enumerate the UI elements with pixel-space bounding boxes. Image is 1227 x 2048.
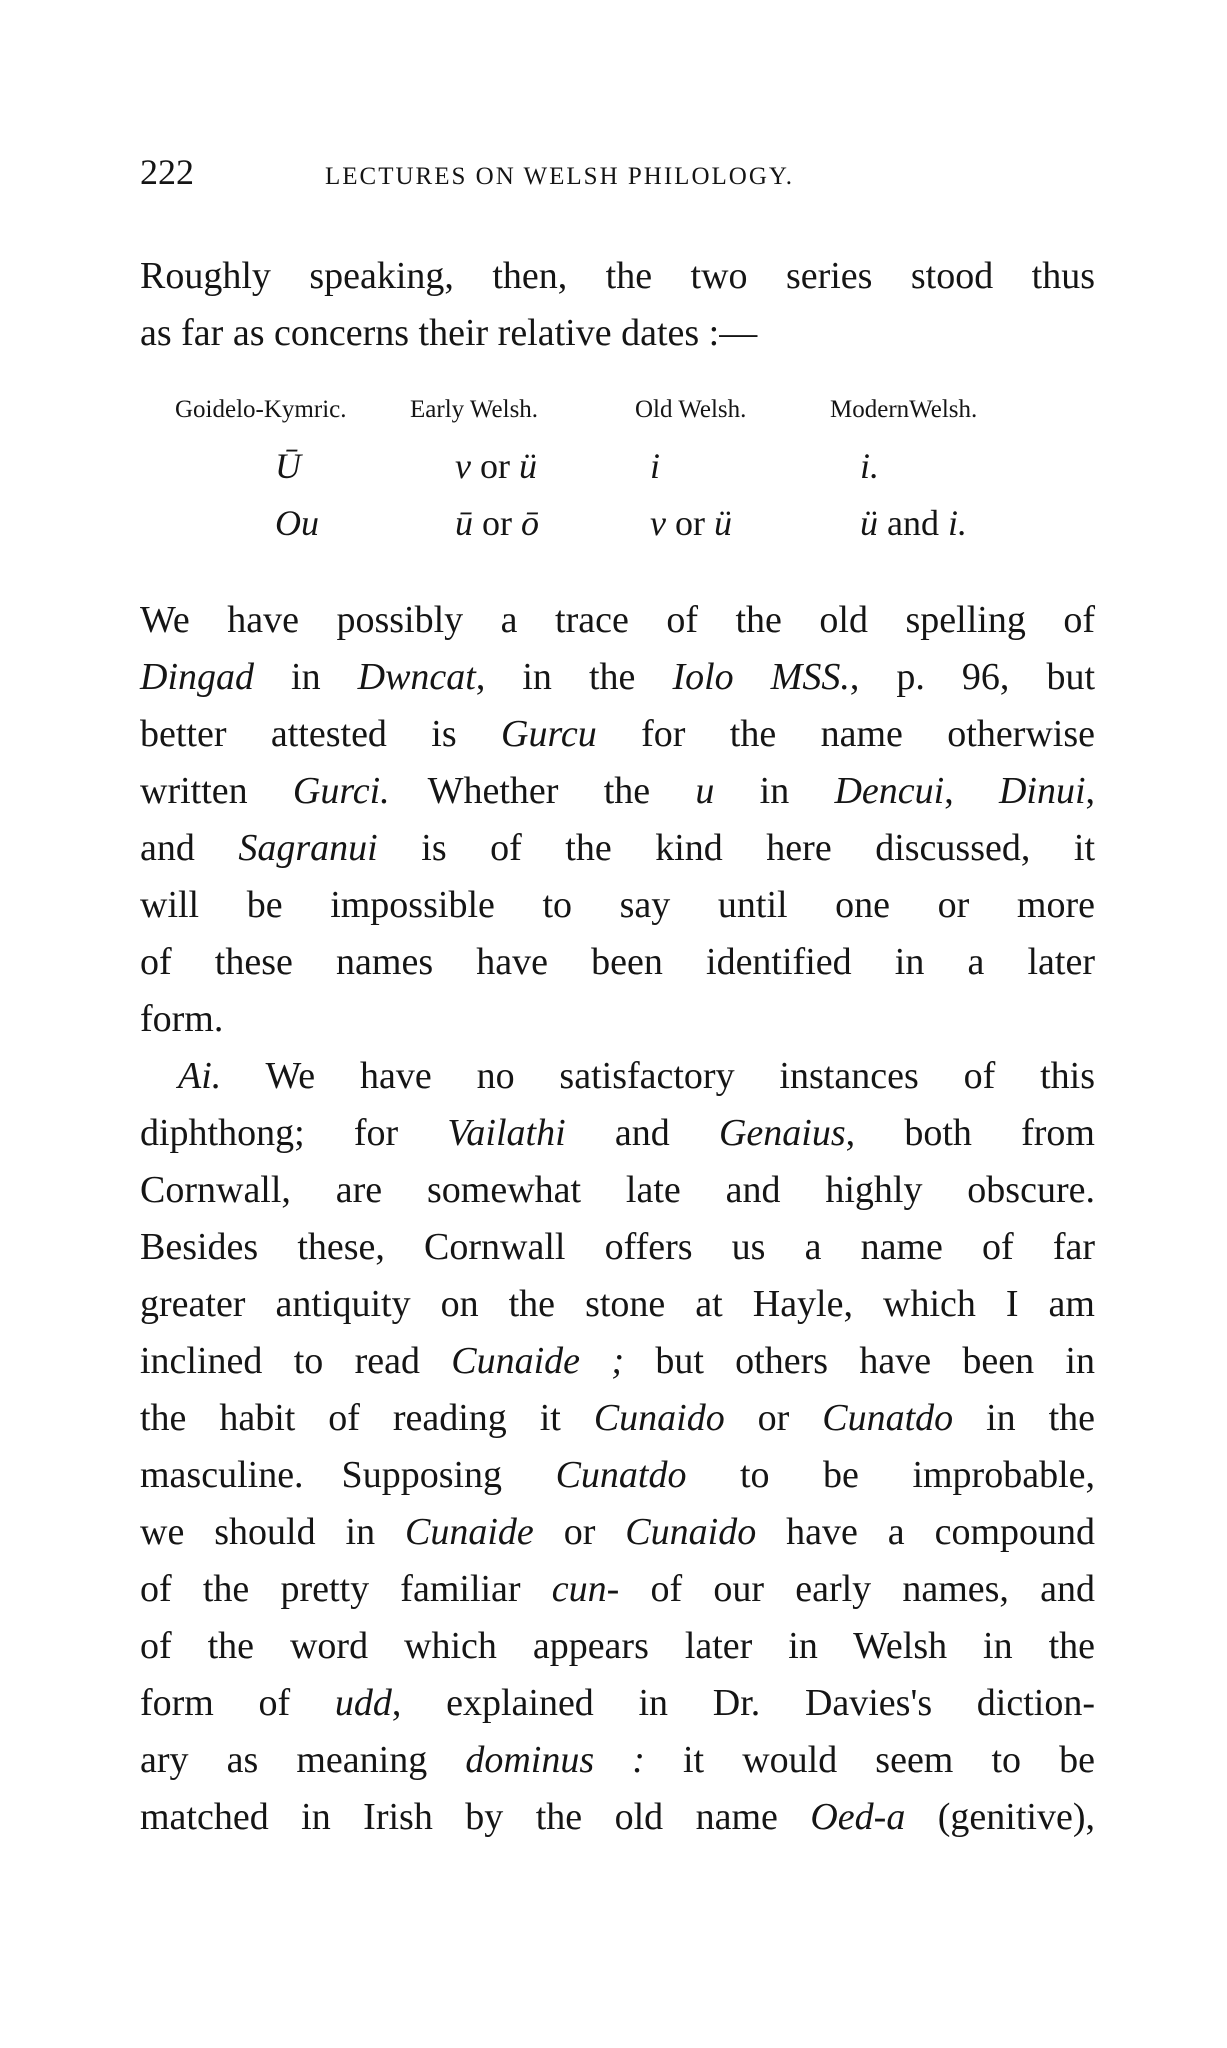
italic-text: Sagranui (238, 827, 378, 869)
italic-text: Cunaido (625, 1511, 757, 1553)
text-run: Whether the (389, 770, 696, 812)
text-run: , both from (845, 1112, 1095, 1154)
italic-text: i. (860, 446, 880, 486)
italic-text: Ou (275, 503, 319, 543)
text-run: , p. 96, but (849, 656, 1096, 698)
italic-text: dominus : (465, 1739, 645, 1781)
text-line (140, 1504, 1095, 1561)
text-run: or (724, 1397, 823, 1439)
text-line (140, 706, 1095, 763)
text-line (140, 1789, 1095, 1846)
text-line (140, 248, 1095, 305)
table-cell (140, 438, 410, 495)
text-run: inclined to read (140, 1340, 452, 1382)
text-line (140, 1162, 1095, 1219)
text-run: written (140, 770, 293, 812)
text-run: it would seem to be (644, 1739, 1095, 1781)
text-run (140, 1055, 178, 1097)
table-row (140, 438, 1095, 495)
italic-text: cun- (551, 1568, 620, 1610)
text-run: is of the kind here discussed, it (377, 827, 1095, 869)
text-run: in the (953, 1397, 1096, 1439)
table-header: Goidelo-Kymric. (175, 396, 347, 423)
italic-text: Gurcu (501, 713, 597, 755)
table-cell (830, 495, 1095, 552)
text-run: matched in Irish by the old name (140, 1796, 811, 1838)
italic-text: Cunaide ; (451, 1340, 625, 1382)
italic-text: i (650, 446, 661, 486)
text-run: the habit of reading it (140, 1397, 594, 1439)
table-cell (410, 495, 635, 552)
italic-text: Oed-a (810, 1796, 906, 1838)
text-line (140, 592, 1095, 649)
table-cell (635, 438, 830, 495)
text-run: or (533, 1511, 626, 1553)
intro-paragraph (140, 248, 1095, 362)
text-line (140, 305, 1095, 362)
italic-text: Dencui (834, 770, 945, 812)
text-run: and (565, 1112, 719, 1154)
text-line (140, 1561, 1095, 1618)
text-run: Roughly speaking, then, the two series stood thus (140, 255, 1095, 297)
italic-text: i. (947, 503, 967, 543)
text-run: diphthong; for (140, 1112, 448, 1154)
text-line (140, 877, 1095, 934)
page-number: 222 (140, 152, 194, 192)
italic-text: Genaius (718, 1112, 846, 1154)
text-run: greater antiquity on the stone at Hayle, which I am (140, 1283, 1095, 1325)
text-line (140, 1447, 1095, 1504)
text-run: and (140, 827, 239, 869)
text-run: , in the (475, 656, 673, 698)
text-line (140, 820, 1095, 877)
body-text (140, 592, 1095, 1846)
italic-text: Cunatdo (555, 1454, 687, 1496)
italic-text: ō (521, 503, 539, 543)
table-cell (410, 438, 635, 495)
text-run: for the name otherwise (596, 713, 1095, 755)
text-run: of our early names, and (619, 1568, 1095, 1610)
text-run: We have no satisfactory instances of this (221, 1055, 1095, 1097)
text-line (140, 649, 1095, 706)
text-run: but others have been in (624, 1340, 1095, 1382)
italic-text: v (455, 446, 471, 486)
text-run: Cornwall, are somewhat late and highly obscure. (140, 1169, 1095, 1211)
italic-text: udd (334, 1682, 392, 1724)
running-header (140, 150, 1095, 200)
table-row (140, 495, 1095, 552)
text-run: masculine. Supposing (140, 1454, 556, 1496)
italic-text: Dinui (998, 770, 1086, 812)
text-run: to be improbable, (686, 1454, 1095, 1496)
text-run: , (944, 770, 999, 812)
text-run: as far as concerns their relative dates :— (140, 312, 758, 354)
text-line (140, 1618, 1095, 1675)
text-line (140, 1219, 1095, 1276)
italic-text: v (650, 503, 666, 543)
text-run: ary as meaning (140, 1739, 466, 1781)
text-line (140, 1048, 1095, 1105)
text-line (140, 1105, 1095, 1162)
table-cell (635, 495, 830, 552)
text-run: or (470, 446, 519, 486)
italic-text: ū (455, 503, 473, 543)
italic-text: u (695, 770, 715, 812)
text-run: of the pretty familiar (140, 1568, 552, 1610)
text-line (140, 1675, 1095, 1732)
table-header: ModernWelsh. (830, 396, 978, 423)
book-page (140, 150, 1095, 1846)
table-cell (830, 438, 1095, 495)
text-run: better attested is (140, 713, 502, 755)
text-run: have a compound (756, 1511, 1096, 1553)
text-run: (genitive), (905, 1796, 1095, 1838)
text-line (140, 1333, 1095, 1390)
italic-text: ü (713, 503, 732, 543)
text-run: of these names have been identified in a later (140, 941, 1095, 983)
text-line (140, 1276, 1095, 1333)
italic-text: Vailathi (447, 1112, 566, 1154)
italic-text: Dwncat (357, 656, 476, 698)
text-run: We have possibly a trace of the old spelling of (140, 599, 1095, 641)
text-line (140, 991, 1095, 1048)
text-run: we should in (140, 1511, 405, 1553)
italic-text: Ai. (178, 1055, 222, 1097)
text-run: and (878, 503, 948, 543)
text-line (140, 1390, 1095, 1447)
italic-text: ü (518, 446, 537, 486)
table-header: Early Welsh. (410, 396, 539, 423)
text-run: or (665, 503, 714, 543)
text-line (140, 1732, 1095, 1789)
text-run: or (473, 503, 521, 543)
text-run: , explained in Dr. Davies's diction- (391, 1682, 1095, 1724)
text-run: , (1085, 770, 1096, 812)
italic-text: Dingad (140, 656, 254, 698)
text-run: form. (140, 998, 224, 1040)
italic-text: Iolo MSS. (672, 656, 850, 698)
table-header: Old Welsh. (635, 396, 747, 423)
italic-text: Cunaide (405, 1511, 534, 1553)
italic-text: ü (860, 503, 878, 543)
table-header-row (140, 388, 1095, 432)
text-run: will be impossible to say until one or more (140, 884, 1095, 926)
text-run: in (254, 656, 358, 698)
vowel-series-table (140, 388, 1095, 552)
text-run: Besides these, Cornwall offers us a name of far (140, 1226, 1095, 1268)
text-line (140, 934, 1095, 991)
text-run: in (714, 770, 835, 812)
text-run: form of (140, 1682, 335, 1724)
text-run: of the word which appears later in Welsh in the (140, 1625, 1095, 1667)
text-line (140, 763, 1095, 820)
running-title: LECTURES ON WELSH PHILOLOGY. (325, 163, 794, 190)
italic-text: Cunaido (593, 1397, 725, 1439)
italic-text: Cunatdo (822, 1397, 954, 1439)
italic-text: Gurci. (292, 770, 390, 812)
italic-text: Ū (275, 446, 301, 486)
table-cell (140, 495, 410, 552)
